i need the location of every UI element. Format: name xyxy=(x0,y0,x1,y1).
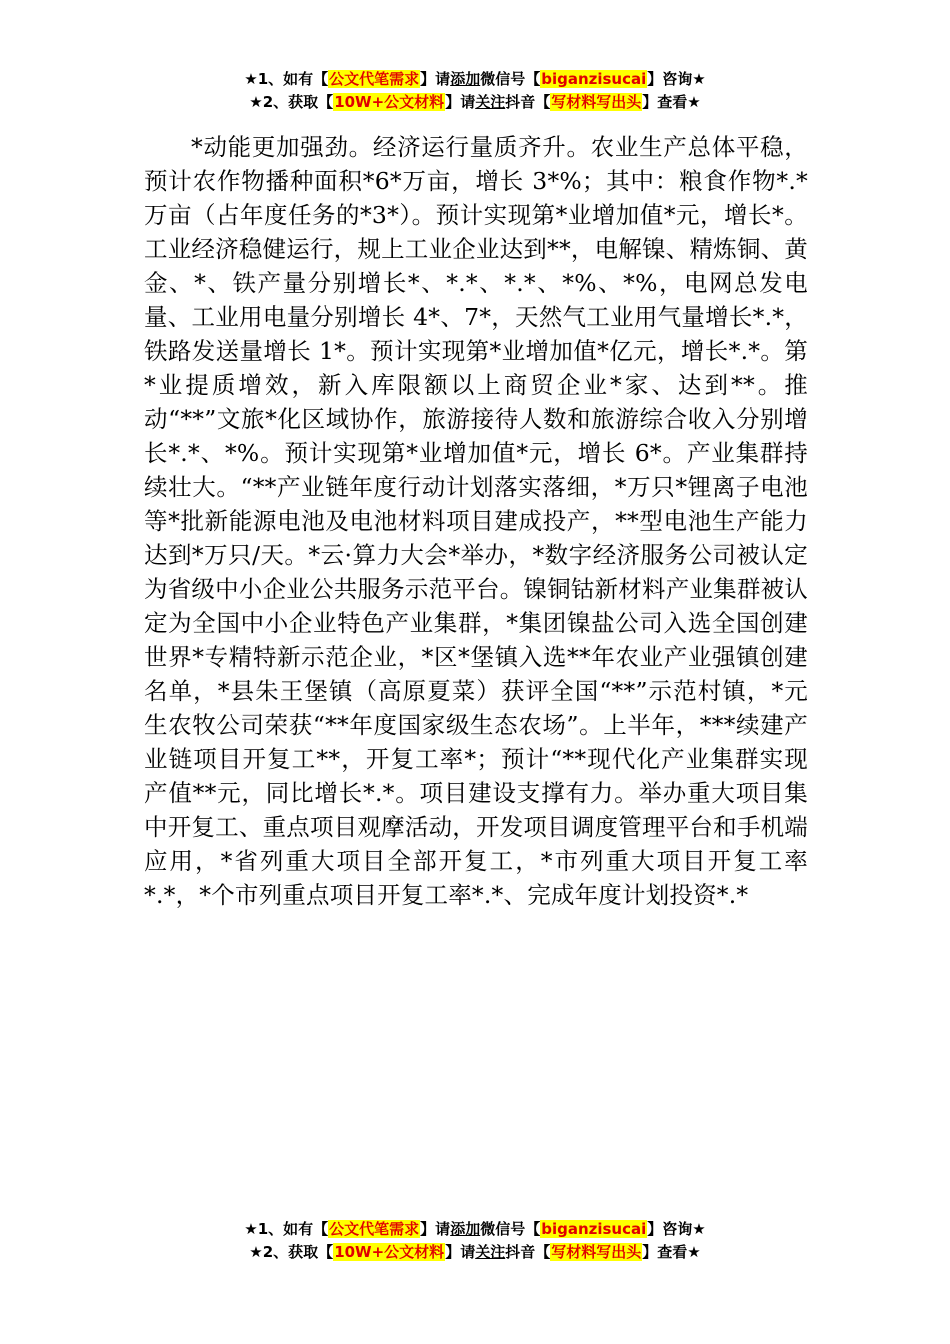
header-highlight-douyin-id: 写材料写出头 xyxy=(551,93,642,111)
footer-highlight-service: 公文代笔需求 xyxy=(329,1220,420,1238)
header-highlight-materials: 10W+公文材料 xyxy=(334,93,445,111)
header-line-2 xyxy=(0,91,950,114)
footer-line-1-suffix: 】咨询★ xyxy=(647,1220,706,1238)
footer-line-2-mid: 】请 xyxy=(445,1243,476,1261)
footer-underline-add: 添加 xyxy=(450,1220,481,1238)
header-highlight-wechat-id: biganzisucai xyxy=(541,70,647,88)
header-line-1-mid2: 微信号【 xyxy=(480,70,541,88)
footer-underline-follow: 关注 xyxy=(475,1243,506,1261)
body-paragraph: *动能更加强劲。经济运行量质齐升。农业生产总体平稳，预计农作物播种面积*6*万亩，增长 3*%；其中：粮食作物*.*万亩（占年度任务的*3*）。预计实现第*业增加值*元，增长*。工业经济稳健运行，规上工业企业达到**，电解镍、精炼铜、黄金、*、铁产量分别增长*、*.*、*.*、*%、*%，电网总发电量、工业用电量分别增长 4*、7*，天然气工业用气量增长*.*，铁路发送量增长 1*。预计实现第*业增加值*亿元，增长*.*。第*业提质增效，新入库限额以上商贸企业*家、达到**。推动“**”文旅*化区域协作，旅游接待人数和旅游综合收入分别增长*.*、*%。预计实现第*业增加值*元，增长 6*。产业集群持续壮大。“**产业链年度行动计划落实落细，*万只*锂离子电池等*批新能源电池及电池材料项目建成投产，**型电池生产能力达到*万只/天。*云·算力大会*举办，*数字经济服务公司被认定为省级中小企业公共服务示范平台。镍铜钴新材料产业集群被认定为全国中小企业特色产业集群，*集团镍盐公司入选全国创建世界*专精特新示范企业，*区*堡镇入选**年农业产业强镇创建名单，*县朱王堡镇（高原夏菜）获评全国“**”示范村镇，*元生农牧公司荣获“**年度国家级生态农场”。上半年，***续建产业链项目开复工**，开复工率*；预计“**现代化产业集群实现产值**元，同比增长*.*。项目建设支撑有力。举办重大项目集中开复工、重点项目观摩活动，开发项目调度管理平台和手机端应用，*省列重大项目全部开复工，*市列重大项目开复工率*.*，*个市列重点项目开复工率*.*、完成年度计划投资*.* xyxy=(144,133,808,909)
footer-banner xyxy=(0,1218,950,1264)
footer-line-1-prefix: ★1、如有【 xyxy=(244,1220,329,1238)
header-line-1-suffix: 】咨询★ xyxy=(647,70,706,88)
header-banner xyxy=(0,68,950,114)
header-line-1-mid: 】请 xyxy=(420,70,451,88)
footer-highlight-wechat-id: biganzisucai xyxy=(541,1220,647,1238)
header-line-1 xyxy=(0,68,950,91)
header-line-2-prefix: ★2、获取【 xyxy=(249,93,334,111)
header-line-2-suffix: 】查看★ xyxy=(642,93,701,111)
footer-line-2-suffix: 】查看★ xyxy=(642,1243,701,1261)
footer-line-2-prefix: ★2、获取【 xyxy=(249,1243,334,1261)
footer-line-1 xyxy=(0,1218,950,1241)
header-highlight-service: 公文代笔需求 xyxy=(329,70,420,88)
header-line-2-mid: 】请 xyxy=(445,93,476,111)
footer-line-1-mid2: 微信号【 xyxy=(480,1220,541,1238)
footer-highlight-materials: 10W+公文材料 xyxy=(334,1243,445,1261)
footer-highlight-douyin-id: 写材料写出头 xyxy=(551,1243,642,1261)
header-underline-follow: 关注 xyxy=(475,93,506,111)
footer-line-1-mid: 】请 xyxy=(420,1220,451,1238)
header-underline-add: 添加 xyxy=(450,70,481,88)
header-line-2-mid2: 抖音【 xyxy=(505,93,551,111)
footer-line-2 xyxy=(0,1241,950,1264)
footer-line-2-mid2: 抖音【 xyxy=(505,1243,551,1261)
header-line-1-prefix: ★1、如有【 xyxy=(244,70,329,88)
